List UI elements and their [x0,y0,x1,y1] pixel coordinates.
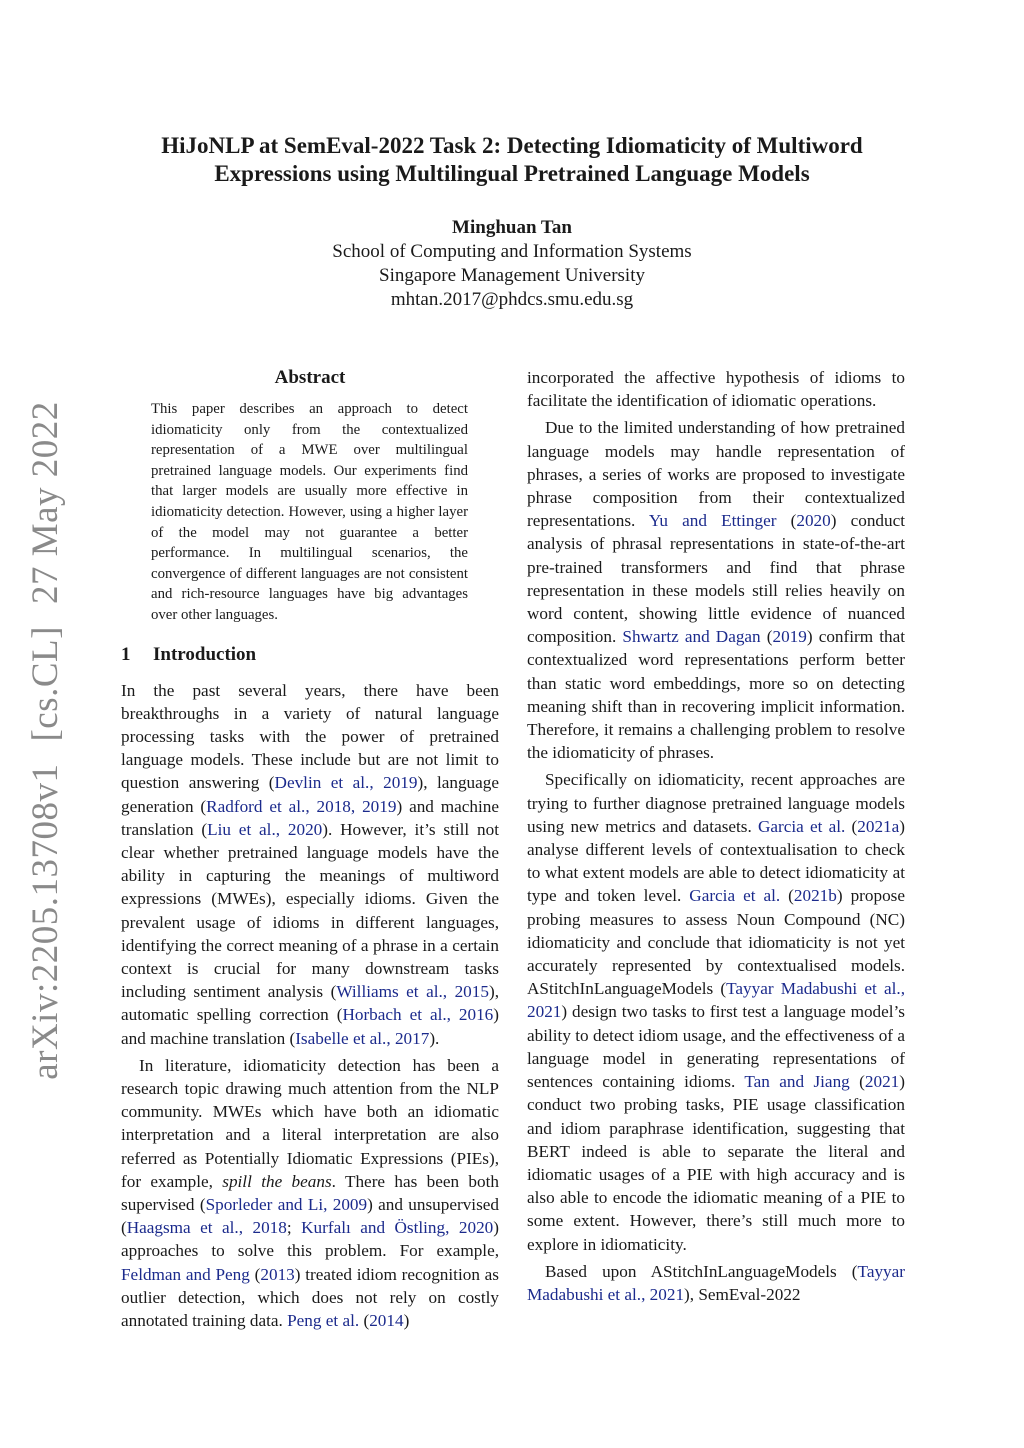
citation-link[interactable]: 2019 [772,627,807,647]
paragraph-phrase-composition [527,416,905,764]
citation-link[interactable]: Williams et al., 2015 [336,982,489,1002]
abstract-text: This paper describes an approach to detect idiomaticity only from the contextualized representation of a MWE over multilingual pretrained language models. Our experiments find that larger models are usually more effective in idiomaticity detection. However, using a higher layer of the model may not guarantee a better performance. In multilingual scenarios, the convergence of different languages are not consistent and rich-resource languages have big advantages over other languages. [151,401,468,623]
text-run: ) and unsupervised ( [121,1195,499,1238]
citation-link[interactable]: Kurfalı and Östling, 2020 [301,1218,494,1238]
text-run: ) conduct analysis of phrasal representations in state-of-the-art pre-trained transformers and find that phrase representation in these models still relies heavily on word content, showing little evidence of nuanced composition. [527,511,906,647]
arxiv-sidebar-stamp [0,400,90,1080]
text-run: In literature, idiomaticity detection has been a research topic drawing much attention from the NLP community. MWEs which have both an idiomatic interpretation and a literal interpretation are also referred as Potentially Idiomatic Expressions (PIEs), for example, [121,1055,499,1191]
citation-link[interactable]: Isabelle et al., 2017 [295,1028,430,1048]
paragraph-semeval-task [527,1260,905,1306]
author-block [90,216,934,312]
citation-link[interactable]: Tayyar Madabushi et al., 2021 [527,1261,905,1304]
citation-link[interactable]: Devlin et al., 2019 [274,773,418,793]
section-number: 1 [121,643,131,665]
text-run: ( [249,1264,261,1284]
citation-link[interactable]: Shwartz and Dagan [622,627,761,647]
citation-link[interactable]: Sporleder and Li, 2009 [205,1195,368,1214]
text-run: ) analyse different levels of contextualisation to check to what extent models are able to detect idiomaticity at type and token level. [527,816,905,906]
citation-link[interactable]: Horbach et al., 2016 [342,1005,494,1025]
author-name: Minghuan Tan [452,217,572,238]
abstract-heading: Abstract [274,367,346,388]
section-heading-introduction [121,643,499,667]
text-run: ), automatic spelling correction ( [121,982,499,1025]
citation-link[interactable]: 2020 [796,511,831,531]
text-run: ) and machine translation ( [121,1005,499,1048]
text-run: ) design two tasks to first test a language model’s ability to detect idiom usage, and the effectiveness of a language model in generating representations of sentences containing idioms. [527,1002,905,1092]
text-run: ( [849,1072,865,1092]
author-affiliation-2: Singapore Management University [379,265,645,286]
citation-link[interactable]: Haagsma et al., 2018 [126,1218,287,1238]
citation-link[interactable]: 2021 [864,1072,900,1092]
text-run: incorporated the affective hypothesis of idioms to facilitate the identification of idiomatic operations. [527,368,905,411]
author-affiliation-1: School of Computing and Information Systems [332,241,692,262]
text-run: ; [286,1218,302,1238]
citation-link[interactable]: 2021b [793,886,837,906]
text-run: . There has been both supervised ( [121,1171,499,1214]
text-run: In the past several years, there have been breakthroughs in a variety of natural language processing tasks with the power of pretrained language models. These include but are not limit to question answering ( [121,680,499,793]
paragraph-idiomaticity-approaches [527,768,905,1255]
citation-link[interactable]: Tayyar Madabushi et al., 2021 [527,979,906,1022]
text-run: ) and machine translation ( [121,796,499,839]
citation-link[interactable]: Garcia et al. [758,816,846,836]
text-run: ( [845,816,858,836]
citation-link[interactable]: Peng et al. [287,1311,360,1331]
paper-title [90,132,934,188]
citation-link[interactable]: Radford et al., 2018, 2019 [206,796,397,816]
intro-paragraph-2 [121,1054,499,1332]
text-run: ( [780,886,794,906]
arxiv-id: arXiv:2205.13708v1 [24,763,66,1080]
arxiv-date: 27 May 2022 [24,400,66,604]
text-run: Specifically on idiomaticity, recent approaches are trying to further diagnose pretrained language models using new metrics and datasets. [527,770,905,836]
author-email: mhtan.2017@phdcs.smu.edu.sg [390,289,634,310]
text-run: ) approaches to solve this problem. For example, [121,1218,499,1261]
citation-link[interactable]: Tan and Jiang [744,1072,850,1092]
text-run: ( [776,511,797,531]
text-run: ) treated idiom recognition as outlier detection, which does not rely on costly annotated training data. [121,1264,499,1331]
text-run: Based upon AStitchInLanguageModels ( [545,1261,858,1281]
left-column [121,366,499,1332]
text-run: ( [359,1311,370,1331]
text-run: ). However, it’s still not clear whether pretrained language models have the ability in capturing the meanings of multiword expressions (MWEs), especially idioms. Given the prevalent usage of idioms in different languages, identifying the correct meaning of a phrase in a certain context is crucial for many downstream tasks including sentiment analysis ( [121,819,499,1002]
intro-paragraph-1 [121,679,499,1050]
citation-link[interactable]: 2014 [369,1311,404,1331]
title-line-1: HiJoNLP at SemEval-2022 Task 2: Detecting Idiomaticity of Multiword [161,133,863,158]
text-run: ), SemEval-2022 [684,1284,801,1304]
section-title: Introduction [153,643,257,665]
citation-link[interactable]: 2021a [857,816,900,836]
right-column [527,366,905,1306]
text-run: ). [429,1028,440,1048]
text-run: ) [403,1311,410,1331]
example-idiom: spill the beans [222,1171,332,1191]
arxiv-category: [cs.CL] [24,625,66,742]
citation-link[interactable]: 2013 [260,1264,295,1284]
citation-link[interactable]: Feldman and Peng [121,1264,250,1284]
text-run: ), language generation ( [121,773,500,816]
text-run: ) conduct two probing tasks, PIE usage classification and idiom paraphrase identification, suggesting that BERT indeed is able to separate the literal and idiomatic usages of a PIE with high accuracy and is also able to encode the idiomatic meaning of a PIE to some extent. However, there’s still much more to explore in idiomaticity. [527,1072,905,1254]
title-line-2: Expressions using Multilingual Pretrained Language Models [214,161,810,186]
text-run: ) propose probing measures to assess Noun Compound (NC) idiomaticity and conclude that idiomaticity is not yet accurately represented by contextualised models. AStitchInLanguageModels ( [527,886,905,999]
text-run: Due to the limited understanding of how pretrained language models may handle representation of phrases, a series of works are proposed to investigate phrase composition from their contextualized representations. [527,418,905,531]
text-run: ( [760,627,773,647]
citation-link[interactable]: Yu and Ettinger [648,511,777,531]
citation-link[interactable]: Liu et al., 2020 [207,819,323,839]
citation-link[interactable]: Garcia et al. [689,886,781,906]
paragraph-continued [527,366,905,412]
text-run: ) confirm that contextualized word representations perform better than static word embeddings, more so on detecting meaning shift than in recovering implicit information. Therefore, it remains a challenging problem to resolve the idiomaticity of phrases. [527,627,905,763]
